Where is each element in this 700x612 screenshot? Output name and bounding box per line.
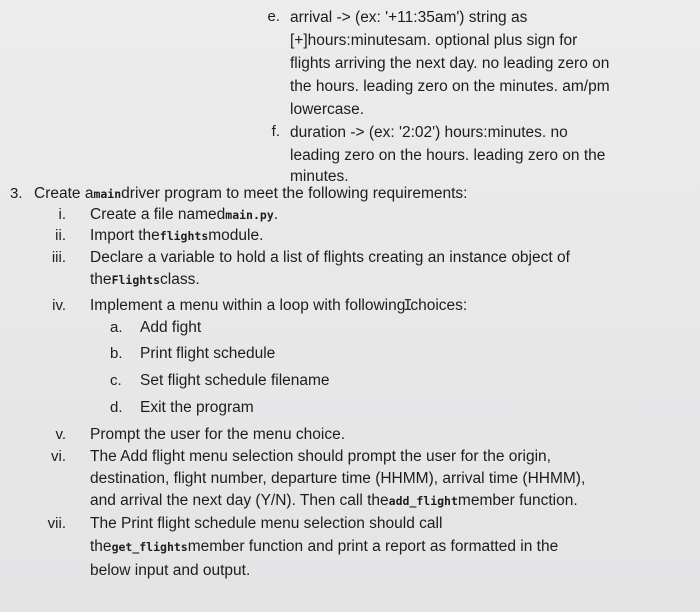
item-f-line-3: minutes. [290,168,349,185]
text-cursor-icon: I [403,296,413,314]
choice-d [110,398,254,418]
sub-vii-marker: vii. [47,515,66,532]
sub-vi-marker: vi. [51,448,66,465]
sub-ii-text-post: module. [208,227,264,244]
item-f [258,123,280,140]
item-e-marker: e. [267,8,280,25]
sub-vii-line-1: The Print flight schedule menu selection should call [90,515,443,532]
choice-b-marker: b. [110,345,123,362]
sub-i-text-pre: Create a file named [90,206,226,223]
item-f-line-2: leading zero on the hours. leading zero on the [290,147,606,164]
item-e-line-2: [+]hours:minutesam. optional plus sign for [290,32,578,49]
item-3-marker: 3. [10,185,23,202]
choice-a [110,318,201,338]
item-f-line-1: duration -> (ex: '2:02') hours:minutes. no [290,124,568,141]
sub-iv-text-pre: Implement a menu within a loop with following [90,297,406,314]
sub-ii [40,226,263,246]
sub-iii-line-2 [90,270,200,290]
sub-v-text: Prompt the user for the menu choice. [90,426,346,443]
choice-b [110,344,275,364]
sub-iii-text-post: class. [160,271,200,288]
choice-c-text: Set flight schedule filename [140,372,330,389]
item-e-line-1: arrival -> (ex: '+11:35am') string as [290,9,528,26]
item-3-text-pre: Create a [34,185,94,202]
sub-ii-marker: ii. [55,227,66,244]
sub-iii-text-pre: the [90,271,112,288]
sub-iii-code: Flights [111,273,161,287]
item-f-marker: f. [271,123,280,140]
sub-i-code: main.py [225,208,274,222]
sub-vi-line-2: destination, flight number, departure time (HHMM), arrival time (HHMM), [90,470,586,487]
item-e-line-5: lowercase. [290,101,365,118]
sub-iv-text-post: choices: [410,297,468,314]
sub-vii-text-pre: the [90,538,112,555]
sub-ii-code: flights [159,229,209,243]
sub-vi-text-pre: and arrival the next day (Y/N). Then call the [90,492,389,509]
sub-i [40,205,278,225]
item-e-line-4: the hours. leading zero on the minutes. am/pm [290,78,610,95]
choice-d-text: Exit the program [140,399,254,416]
choice-b-text: Print flight schedule [140,345,276,362]
sub-iv [40,296,467,316]
sub-ii-text-pre: Import the [90,227,160,244]
item-3-text-post: driver program to meet the following requirements: [121,185,468,202]
sub-vii-line-2 [90,537,558,557]
sub-iii [40,248,570,268]
sub-iii-line-1: Declare a variable to hold a list of flights creating an instance object of [90,249,570,266]
sub-vi-code: add_flight [388,494,458,508]
choice-d-marker: d. [110,399,123,416]
sub-vii-text-post: member function and print a report as formatted in the [187,538,559,555]
sub-vii-code: get_flights [111,540,188,554]
sub-v [40,425,345,445]
sub-vii [40,514,442,534]
choice-a-marker: a. [110,319,123,336]
sub-vii-line-3: below input and output. [90,562,251,579]
sub-vi-line-3 [90,491,578,511]
choice-a-text: Add fight [140,319,202,336]
choice-c [110,371,330,391]
choice-c-marker: c. [110,372,122,389]
item-3 [10,184,467,204]
sub-vi [40,447,551,467]
sub-v-marker: v. [55,426,66,443]
sub-iii-marker: iii. [51,249,66,266]
sub-iv-marker: iv. [52,297,66,314]
item-e-line-3: flights arriving the next day. no leading zero on [290,55,610,72]
item-3-code: main [93,187,122,201]
sub-i-marker: i. [58,206,66,223]
sub-i-text-post: . [273,206,279,223]
sub-vi-line-1: The Add flight menu selection should prompt the user for the origin, [90,448,551,465]
item-e [258,8,280,25]
sub-vi-text-post: member function. [457,492,578,509]
